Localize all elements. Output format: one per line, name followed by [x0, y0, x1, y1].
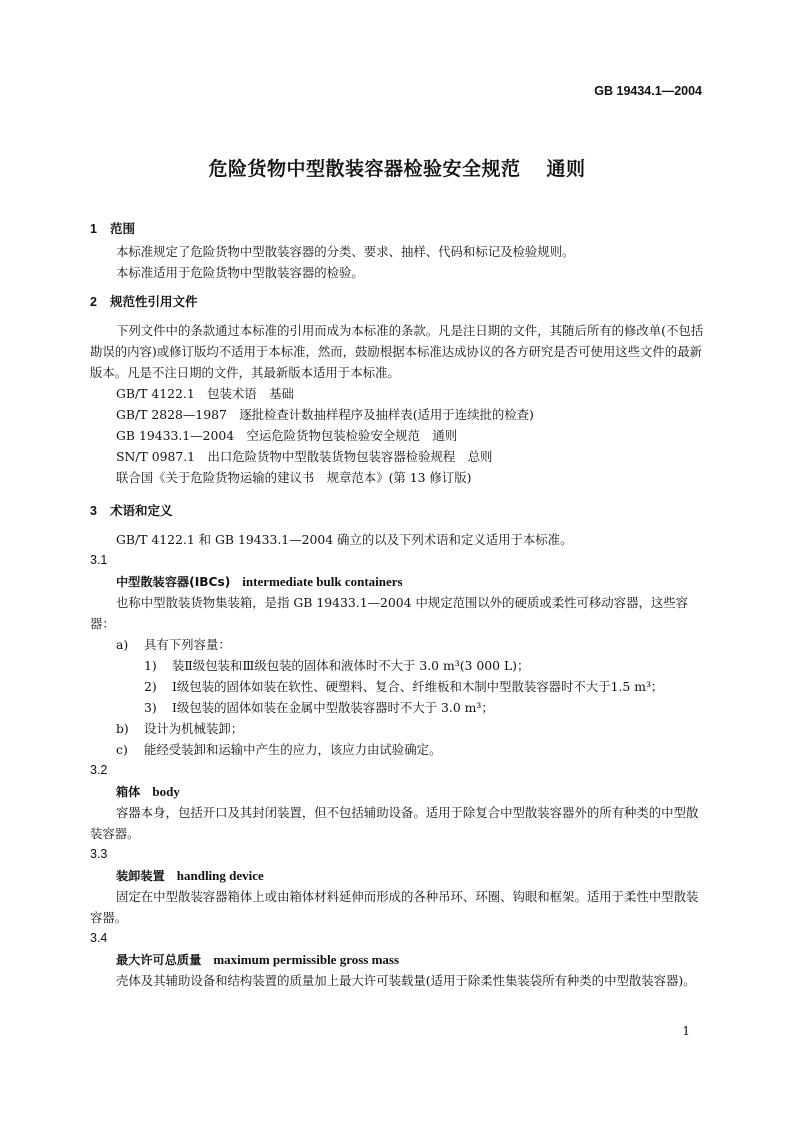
- section-2-paragraph: 下列文件中的条款通过本标准的引用而成为本标准的条款。凡是注日期的文件，其随后所有的修改单(不包括勘误的内容)或修订版均不适用于本标准，然而，鼓励根据本标准达成协议的各方研究是否可使用这些文件的最新版本。凡是不注日期的文件，其最新版本适用于本标准。: [90, 323, 704, 380]
- term-cn: 装卸装置: [116, 869, 165, 883]
- term-en: maximum permissible gross mass: [213, 952, 400, 967]
- document-title: [0, 154, 794, 181]
- section-2-heading: 2 规范性引用文件: [90, 294, 198, 309]
- reference-item: SN/T 0987.1 出口危险货物中型散装货物包装容器检验规程 总则: [116, 449, 493, 464]
- term-definition: 壳体及其辅助设备和结构装置的质量加上最大许可装载量(适用于除柔性集装袋所有种类的中型散装容器)。: [116, 973, 696, 988]
- sub-list-item: 2) Ⅰ级包装的固体如装在软性、硬塑料、复合、纤维板和木制中型散装容器时不大于1.5 m³；: [144, 679, 664, 694]
- term-cn: 箱体: [116, 785, 141, 799]
- clause-number: 3.1: [90, 553, 108, 567]
- section-3-intro: GB/T 4122.1 和 GB 19433.1—2004 确立的以及下列术语和定义适用于本标准。: [116, 532, 573, 547]
- title-sub: 通则: [546, 158, 586, 180]
- section-1-para-1: 本标准规定了危险货物中型散装容器的分类、要求、抽样、代码和标记及检验规则。: [116, 244, 575, 259]
- title-main: 危险货物中型散装容器检验安全规范: [208, 158, 521, 180]
- term-heading: [90, 781, 710, 802]
- clause-number: 3.3: [90, 847, 108, 861]
- reference-item: GB/T 4122.1 包装术语 基础: [116, 386, 294, 401]
- section-1-para-2: 本标准适用于危险货物中型散装容器的检验。: [116, 265, 364, 280]
- term-heading: [90, 949, 710, 970]
- reference-item: 联合国《关于危险货物运输的建议书 规章范本》(第 13 修订版): [116, 470, 472, 485]
- clause-number: 3.4: [90, 931, 108, 945]
- section-3-heading: 3 术语和定义: [90, 503, 173, 518]
- sub-list-item: 3) Ⅰ级包装的固体如装在金属中型散装容器时不大于 3.0 m³；: [144, 700, 494, 715]
- sub-list-item: 1) 装Ⅱ级包装和Ⅲ级包装的固体和液体时不大于 3.0 m³(3 000 L)；: [144, 658, 530, 673]
- term-heading: [90, 865, 710, 886]
- page-number: 1: [682, 1024, 690, 1038]
- list-item: b) 设计为机械装卸；: [116, 721, 244, 736]
- reference-item: GB/T 2828—1987 逐批检查计数抽样程序及抽样表(适用于连续批的检查): [116, 407, 534, 422]
- clause-number: 3.2: [90, 763, 108, 777]
- list-item: a) 具有下列容量：: [116, 637, 231, 652]
- section-1-heading: 1 范围: [90, 221, 136, 236]
- list-item: c) 能经受装卸和运输中产生的应力，该应力由试验确定。: [116, 742, 442, 757]
- term-en: body: [152, 784, 180, 799]
- term-definition: 也称中型散装货物集装箱，是指 GB 19433.1—2004 中规定范围以外的硬质或柔性可移动容器，这些容器：: [90, 595, 689, 631]
- term-en: handling device: [176, 868, 264, 883]
- term-en: intermediate bulk containers: [242, 574, 403, 589]
- standard-code: GB 19434.1—2004: [594, 84, 702, 98]
- term-heading: [90, 571, 710, 592]
- term-definition: 容器本身，包括开口及其封闭装置，但不包括辅助设备。适用于除复合中型散装容器外的所有种类的中型散装容器。: [90, 805, 699, 841]
- reference-item: GB 19433.1—2004 空运危险货物包装检验安全规范 通则: [116, 428, 458, 443]
- term-cn: 中型散装容器(IBCs): [116, 575, 231, 589]
- document-body: [90, 218, 710, 991]
- term-definition: 固定在中型散装容器箱体上或由箱体材料延伸而形成的各种吊环、环圈、钩眼和框架。适用于柔性中型散装容器。: [90, 889, 699, 925]
- term-cn: 最大许可总质量: [116, 953, 202, 967]
